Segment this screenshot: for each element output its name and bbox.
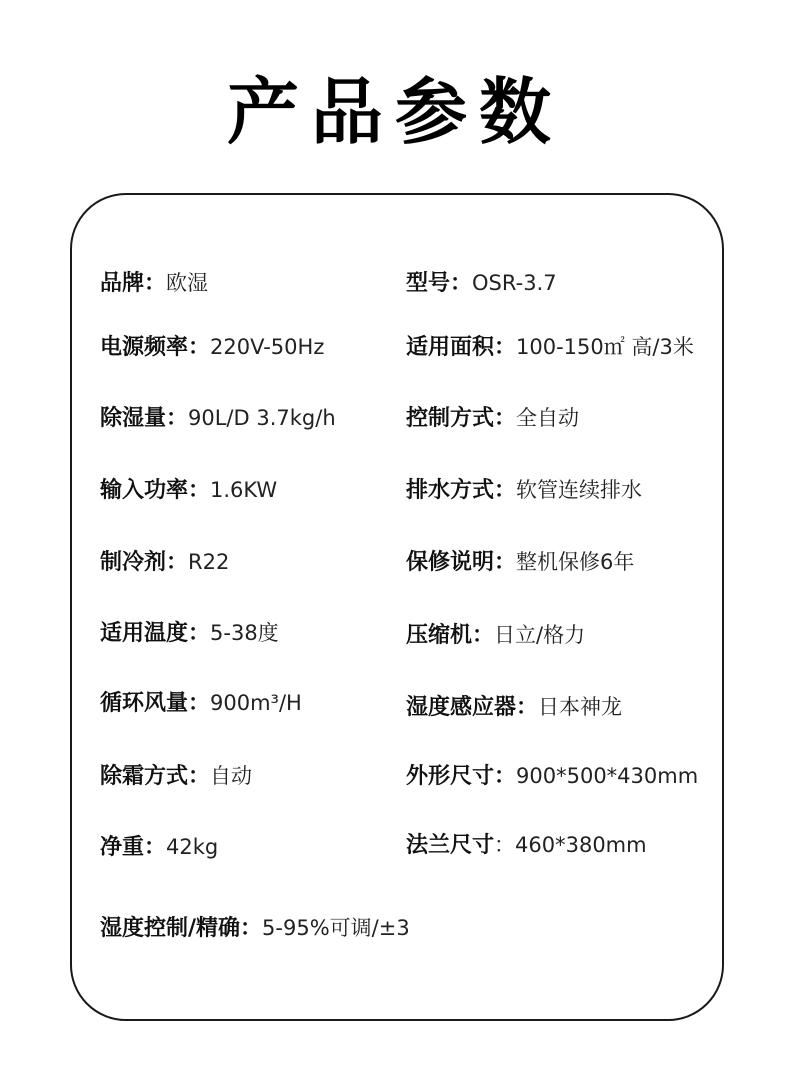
spec-value: 1.6KW bbox=[210, 478, 278, 502]
spec-value: 42kg bbox=[166, 835, 219, 859]
spec-value: 900*500*430mm bbox=[516, 764, 699, 788]
spec-value: 日本神龙 bbox=[538, 695, 623, 719]
spec-drainage bbox=[406, 472, 642, 508]
spec-value: 日立/格力 bbox=[494, 623, 586, 647]
spec-label: 输入功率： bbox=[100, 478, 211, 503]
spec-value: 全自动 bbox=[516, 406, 580, 430]
spec-net-weight bbox=[100, 829, 218, 865]
spec-value: 100-150㎡ 高/3米 bbox=[516, 335, 694, 359]
spec-area bbox=[406, 329, 694, 365]
spec-power-frequency bbox=[100, 329, 324, 365]
spec-label: 排水方式： bbox=[406, 478, 517, 503]
spec-flange bbox=[406, 827, 647, 863]
spec-value: R22 bbox=[188, 550, 230, 574]
spec-humidity-sensor bbox=[406, 689, 622, 725]
spec-label: 控制方式： bbox=[406, 406, 517, 431]
spec-value: 90L/D 3.7kg/h bbox=[188, 406, 336, 430]
spec-value: 软管连续排水 bbox=[516, 478, 643, 502]
spec-label: 品牌： bbox=[100, 271, 167, 296]
spec-value: 整机保修6年 bbox=[516, 550, 635, 574]
spec-value: 900m³/H bbox=[210, 691, 302, 715]
spec-compressor bbox=[406, 617, 585, 653]
spec-value: 5-95%可调/±3 bbox=[262, 916, 410, 940]
spec-card bbox=[70, 193, 724, 1021]
spec-label: 制冷剂： bbox=[100, 550, 189, 575]
spec-label: 法兰尺寸 bbox=[406, 833, 495, 858]
spec-brand bbox=[100, 265, 208, 301]
spec-value: 5-38度 bbox=[210, 621, 279, 645]
spec-value: 220V-50Hz bbox=[210, 335, 325, 359]
spec-label: 适用温度： bbox=[100, 621, 211, 646]
spec-label: 压缩机： bbox=[406, 623, 495, 648]
spec-value: OSR-3.7 bbox=[472, 271, 557, 295]
spec-humidity-control bbox=[100, 910, 410, 946]
spec-dehumidify bbox=[100, 400, 336, 436]
spec-value: 欧湿 bbox=[166, 271, 209, 295]
spec-airflow bbox=[100, 685, 302, 721]
spec-warranty bbox=[406, 544, 634, 580]
spec-input-power bbox=[100, 472, 277, 508]
spec-refrigerant bbox=[100, 544, 229, 580]
spec-value: ：460*380mm bbox=[494, 833, 647, 857]
spec-label: 循环风量： bbox=[100, 691, 211, 716]
spec-label: 除霜方式： bbox=[100, 764, 211, 789]
spec-label: 电源频率： bbox=[100, 335, 211, 360]
spec-label: 湿度感应器： bbox=[406, 695, 539, 720]
spec-label: 湿度控制/精确： bbox=[100, 916, 263, 941]
spec-model bbox=[406, 265, 557, 301]
spec-label: 适用面积： bbox=[406, 335, 517, 360]
spec-label: 净重： bbox=[100, 835, 167, 860]
spec-label: 除湿量： bbox=[100, 406, 189, 431]
spec-defrost bbox=[100, 758, 252, 794]
spec-label: 外形尺寸： bbox=[406, 764, 517, 789]
spec-label: 型号： bbox=[406, 271, 473, 296]
spec-label: 保修说明： bbox=[406, 550, 517, 575]
page-title: 产品参数 bbox=[226, 70, 563, 154]
spec-dimensions bbox=[406, 758, 698, 794]
spec-temperature bbox=[100, 615, 279, 651]
spec-control bbox=[406, 400, 579, 436]
spec-value: 自动 bbox=[210, 764, 253, 788]
